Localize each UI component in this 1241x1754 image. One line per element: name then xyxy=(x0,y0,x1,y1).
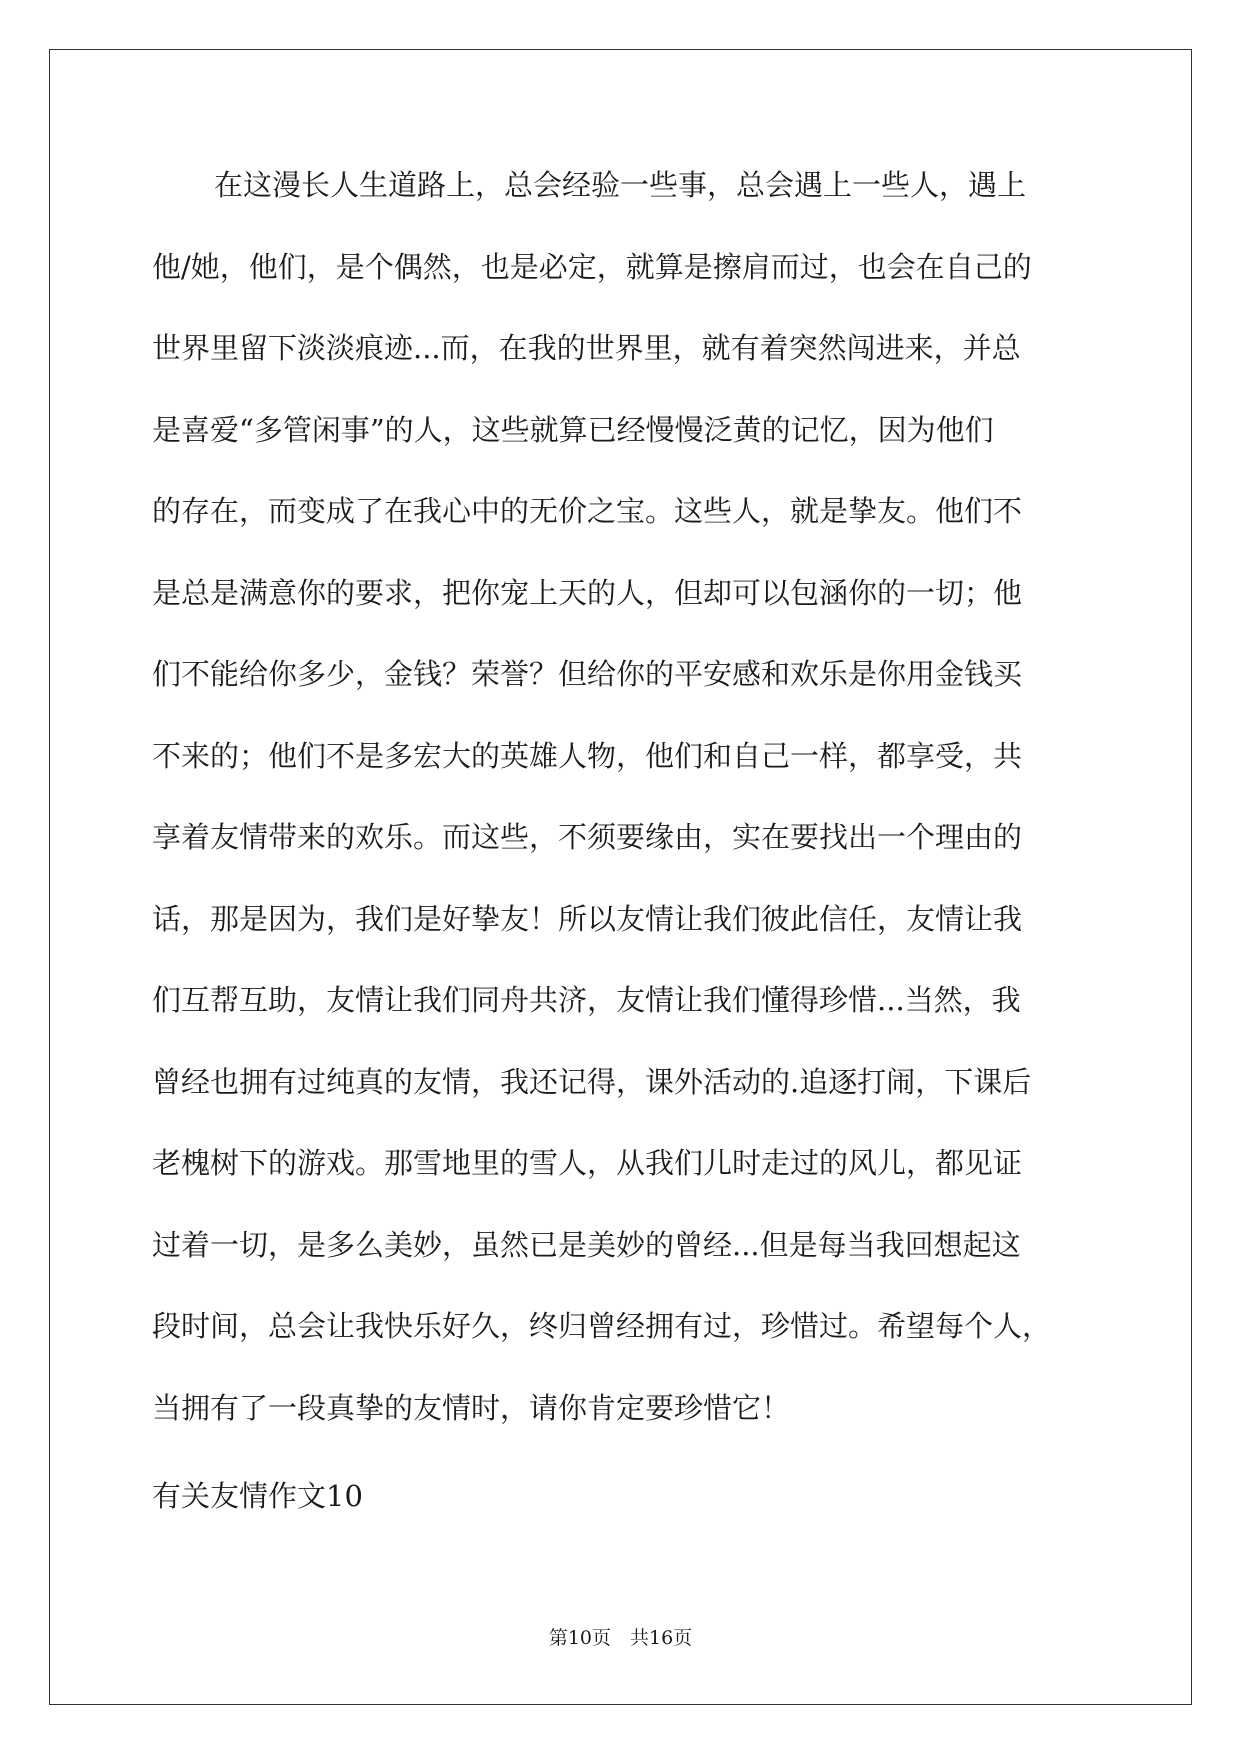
essay-line: 他/她，他们，是个偶然，也是必定，就算是擦肩而过，也会在自己的 xyxy=(152,249,1032,284)
essay-line: 们互帮互助，友情让我们同舟共济，友情让我们懂得珍惜...当然，我 xyxy=(152,983,1021,1017)
essay-line: 享着友情带来的欢乐。而这些，不须要缘由，实在要找出一个理由的 xyxy=(152,820,1023,854)
essay-line: 不来的；他们不是多宏大的英雄人物，他们和自己一样，都享受，共 xyxy=(152,738,1023,773)
essay-line: 是总是满意你的要求，把你宠上天的人，但却可以包涵你的一切；他 xyxy=(152,575,1023,610)
essay-line: 们不能给你多少，金钱？荣誉？但给你的平安感和欢乐是你用金钱买 xyxy=(152,657,1023,691)
essay-line: 世界里留下淡淡痕迹...而，在我的世界里，就有着突然闯进来，并总 xyxy=(152,331,1021,365)
essay-line: 老槐树下的游戏。那雪地里的雪人，从我们儿时走过的风儿，都见证 xyxy=(152,1146,1023,1180)
essay-line: 在这漫长人生道路上，总会经验一些事，总会遇上一些人，遇上 xyxy=(214,168,1027,202)
essay-line: 是喜爱“多管闲事”的人，这些就算已经慢慢泛黄的记忆，因为他们 xyxy=(152,412,994,447)
essay-line: 的存在，而变成了在我心中的无价之宝。这些人，就是挚友。他们不 xyxy=(152,494,1023,528)
essay-line: 段时间，总会让我快乐好久，终归曾经拥有过，珍惜过。希望每个人， xyxy=(152,1309,1052,1343)
next-essay-title: 有关友情作文10 xyxy=(152,1479,363,1513)
page-number-footer: 第10页 共16页 xyxy=(548,1627,693,1649)
essay-line: 当拥有了一段真挚的友情时，请你肯定要珍惜它！ xyxy=(152,1390,791,1425)
essay-body xyxy=(152,163,1092,1467)
essay-line: 过着一切，是多么美妙，虽然已是美妙的曾经...但是每当我回想起这 xyxy=(152,1227,1021,1262)
essay-line: 话，那是因为，我们是好挚友！所以友情让我们彼此信任，友情让我 xyxy=(152,901,1023,936)
essay-line: 曾经也拥有过纯真的友情，我还记得，课外活动的.追逐打闹，下课后 xyxy=(152,1064,1032,1099)
